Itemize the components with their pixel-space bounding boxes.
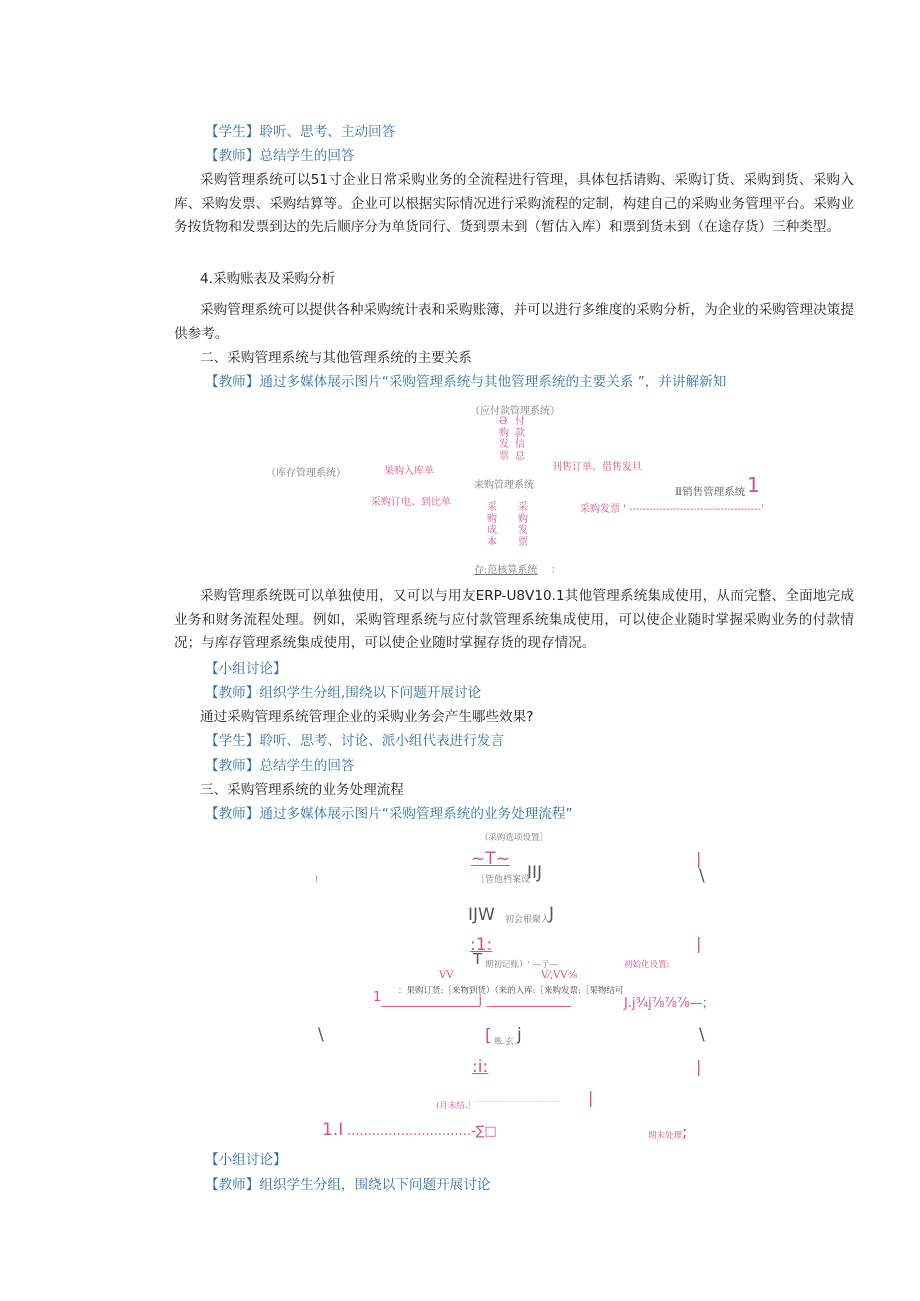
cost-system-mark: ： xyxy=(551,565,561,576)
flow-month-end-bar: | xyxy=(588,1088,594,1107)
student-response-1: 【学生】聆听、思考、主动回答 xyxy=(205,124,396,140)
flow-period-end: 期末处理 xyxy=(648,1131,683,1141)
flow-right-bar-1: | xyxy=(696,849,702,868)
teacher-show-figure-2: 【教师】通过多媒体展示图片“采购管理系统的业务处理流程” xyxy=(205,806,573,822)
heading-section-2: 二、采购管理系统与其他管理系统的主要关系 xyxy=(200,350,472,366)
paragraph-integration: 采购管理系统既可以单独使用，又可以与用友ERP-U8V10.1其他管理系统集成使用，从而完整、全面地完成业务和财务流程处理。例如，采购管理系统与应付款管理系统集成使用，可以使企业随时掌握采购业务的付款情况；与库存管理系统集成使用，可以使企业随时掌握存货的现存情况。 xyxy=(174,588,854,651)
purchase-invoice-vertical-label: Ә购发票 xyxy=(499,416,509,462)
cost-system-label: 存:范核算系统 xyxy=(474,565,538,576)
flow-initial-data-entry: 初会根聚入 xyxy=(505,915,551,925)
group-discussion-heading-2: 【小组讨论】 xyxy=(205,1152,287,1168)
sales-order-label: 刊售订单、借售发旦 xyxy=(552,462,642,473)
flow-mark-iij: IIJ xyxy=(527,863,543,883)
discussion-question: 通过采购管理系统管理企业的采购业务会产生哪些效果? xyxy=(200,709,534,725)
flow-right-bar-3: | xyxy=(696,1057,702,1076)
flow-period-end-mark: ; xyxy=(682,1122,688,1141)
purchase-invoice-vertical-label-2: 采购发票 xyxy=(518,502,528,548)
flow-init-settings: 初始化设置: xyxy=(624,960,670,970)
flow-month-end-close: (月末结.］ xyxy=(436,1101,477,1111)
purchase-in-order-label: 果购入库单 xyxy=(384,466,434,477)
heading-section-3: 三、采购管理系统的业务处理流程 xyxy=(200,782,404,798)
flow-right-slash-1: \ xyxy=(699,866,705,886)
payment-info-vertical-label: 付款信总 xyxy=(515,416,525,462)
flow-business-steps: ：果购订货:［来物到货）（来的入库:［来购发票:［果物结可 xyxy=(398,986,624,996)
sales-system-mark: 1 xyxy=(747,473,760,497)
flow-month-end-dots: .......................................................... xyxy=(474,1098,561,1104)
flow-mark-1: :1: xyxy=(470,935,493,955)
flow-accounting: 账.玄. xyxy=(494,1037,517,1047)
flow-left-mark: ! xyxy=(315,875,319,884)
flow-mark-t2: T xyxy=(473,950,483,968)
flow-mark-ijw: IJW xyxy=(468,905,495,925)
flow-mark-vv2: V⁄‚VV⅜ xyxy=(541,970,578,981)
po-arrival-label: 采购订电、到比单 xyxy=(371,497,451,508)
teacher-organize-discussion-1: 【教师】组织学生分组,围绕以下问题开展讨论 xyxy=(205,685,482,701)
paragraph-purchase-scope: 采购管理系统可以51寸企业日常采购业务的全流程进行管理，具体包括请购、采购订货、采购到货、采购入库、采购发票、采购结算等。企业可以根据实际情况进行采购流程的定制，构建自己的采购业务管理平台。采购业务按货物和发票到达的先后顺序分为单货同行、货到票未到（暂估入库）和票到货未到（在途存货）三种类型。 xyxy=(174,172,854,235)
flow-main-line: _______________j _____________ xyxy=(381,993,571,1008)
sales-system-label: Ⅱ销售管理系统 xyxy=(675,486,746,498)
flow-bracket: [ xyxy=(485,1026,492,1046)
flow-mark-j-1: J xyxy=(549,904,555,924)
flow-step-1: 1 xyxy=(373,990,382,1005)
flow-bottom-dots: ..............................-∑□ xyxy=(347,1124,497,1139)
teacher-show-figure-1: 【教师】通过多媒体展示图片“采购管理系统与其他管理系统的主要关系 ”，并讲解新知 xyxy=(205,374,727,390)
flow-archive-setup: ［皆他档案设 xyxy=(476,875,531,885)
group-discussion-heading-1: 【小组讨论】 xyxy=(205,661,287,677)
flow-right-bar-2: | xyxy=(696,934,702,953)
heading-reports-analysis: 4.采购账表及采购分析 xyxy=(200,271,336,287)
flow-mark-i: :i: xyxy=(472,1057,489,1077)
teacher-organize-discussion-2: 【教师】组织学生分组，围绕以下问题开展讨论 xyxy=(205,1177,491,1193)
purchase-cost-vertical-label: 采购成本 xyxy=(487,502,497,548)
flow-option-setup: （采购选项设置］ xyxy=(480,833,549,843)
flow-right-slash-2: \ xyxy=(699,1025,705,1045)
flow-opening-post: 期初记账）' ―亍― xyxy=(485,960,559,970)
teacher-summary-1: 【教师】总结学生的回答 xyxy=(205,148,355,164)
flow-mark-vv: VV xyxy=(439,970,454,981)
purchase-system-center-label: 来购管理系统 xyxy=(474,480,534,491)
teacher-summary-2: 【教师】总结学生的回答 xyxy=(205,758,355,774)
paragraph-reports: 采购管理系统可以提供各种采购统计表和采购账簿，并可以进行多维度的采购分析，为企业的采购管理决策提供参考。 xyxy=(174,302,854,342)
purchase-invoice-arrow-label: 采购发票 ' ---------------------------------------' xyxy=(580,504,764,515)
flow-mark-t: ~T~ xyxy=(471,849,510,869)
student-response-2: 【学生】聆听、思考、讨论、派小组代表进行发言 xyxy=(205,733,505,749)
flow-mark-j-2: j xyxy=(517,1025,522,1045)
ap-system-label: （应付款管理系统） xyxy=(470,406,560,417)
inventory-system-label: （库存管理系统） xyxy=(266,468,346,479)
flow-step-1i: 1.I xyxy=(322,1120,344,1140)
flow-main-line-end: J.j¾j⅞⅞⅞—; xyxy=(624,996,707,1011)
flow-left-slash: \ xyxy=(318,1025,324,1045)
